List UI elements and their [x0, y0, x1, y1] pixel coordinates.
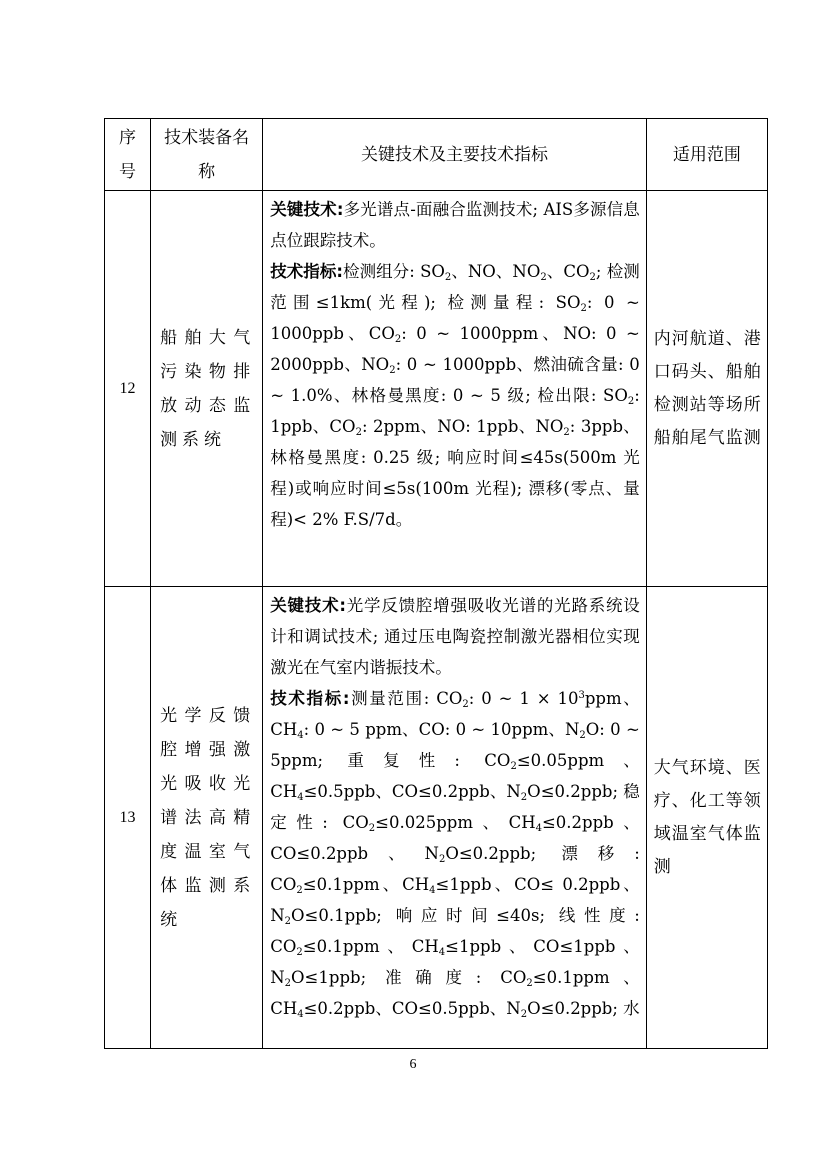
key-tech-paragraph	[270, 194, 640, 256]
page-number: 6	[409, 1057, 417, 1072]
key-tech-label: 关键技术:	[270, 596, 346, 615]
header-no: 序号	[105, 119, 151, 191]
spec-paragraph	[270, 256, 640, 535]
tech-cell	[263, 191, 647, 587]
scope-cell: 大气环境、医疗、化工等领域温室气体监测	[646, 587, 767, 1049]
scope-cell: 内河航道、港口码头、船舶检测站等场所船舶尾气监测	[646, 191, 767, 587]
table-row	[105, 191, 768, 587]
key-tech-text: 光学反馈腔增强吸收光谱的光路系统设计和调试技术; 通过压电陶瓷控制激光器相位实现激光在气室内谐振技术。	[270, 596, 640, 677]
key-tech-paragraph	[270, 590, 640, 683]
equipment-name: 光学反馈腔增强激光吸收光谱法高精度温室气体监测系统	[151, 587, 263, 1049]
header-scope: 适用范围	[646, 119, 767, 191]
header-tech: 关键技术及主要技术指标	[263, 119, 647, 191]
spec-paragraph	[270, 683, 640, 1024]
table-header-row	[105, 119, 768, 191]
spec-label: 技术指标:	[270, 689, 350, 708]
row-number: 13	[105, 587, 151, 1049]
spec-text: 检测组分: $SO_2$、NO、$NO_2$、$CO_2$; 检测范围≤1km(光程); 检测量程: $SO_2$: 0 ~ 1000ppb、$CO_2$: 0 ~ 1000ppm、NO: 0 ~ 2000ppb、$NO_2$: 0 ~ 1000ppb、燃油硫含量: 0 ~ 1.0%、林格曼黑度: 0 ~ 5 级; 检出限: $SO_2$: 1ppb、$CO_2$: 2ppm、NO: 1ppb、$NO_2$: 3ppb、林格曼黑度: 0.25 级; 响应时间≤45s(500m 光程)或响应时间≤5s(100m 光程); 漂移(零点、量程)< 2% F.S/7d。	[270, 262, 640, 529]
header-name: 技术装备名称	[151, 119, 263, 191]
equipment-table	[104, 118, 768, 1049]
spec-label: 技术指标:	[270, 262, 343, 281]
tech-cell	[263, 587, 647, 1049]
key-tech-text: 多光谱点-面融合监测技术; AIS多源信息点位跟踪技术。	[270, 200, 640, 250]
equipment-name: 船舶大气污染物排放动态监测系统	[151, 191, 263, 587]
key-tech-label: 关键技术:	[270, 200, 344, 219]
row-number: 12	[105, 191, 151, 587]
spec-text: 测量范围: $CO_2$: 0 ~ $1 \times 10^3ppm$、$CH_4$: 0 ~ 5 ppm、CO: 0 ~ 10ppm、$N_2O$: 0 ~ 5ppm; 重复性: $CO_2\le 0.05ppm$、$CH_4\le 0.5ppb$、CO≤0.2ppb、$N_2O\le 0.2ppb$; 稳定性: $CO_2\le 0.025ppm$、$CH_4\le 0.2ppb$、CO≤0.2ppb、$N_2O\le 0.2ppb$; 漂移: $CO_2\le 0.1ppm$、$CH_4\le 1ppb$、CO≤ 0.2ppb、$N_2O\le 0.1ppb$; 响应时间≤40s; 线性度: $CO_2\le 0.1ppm$、$CH_4\le 1ppb$、CO≤1ppb、$N_2O\le 1ppb$; 准确度: $CO_2\le 0.1ppm$、$CH_4\le 0.2ppb$、CO≤0.5ppb、$N_2O\le 0.2ppb$; 水	[270, 689, 640, 1020]
table-row	[105, 587, 768, 1049]
